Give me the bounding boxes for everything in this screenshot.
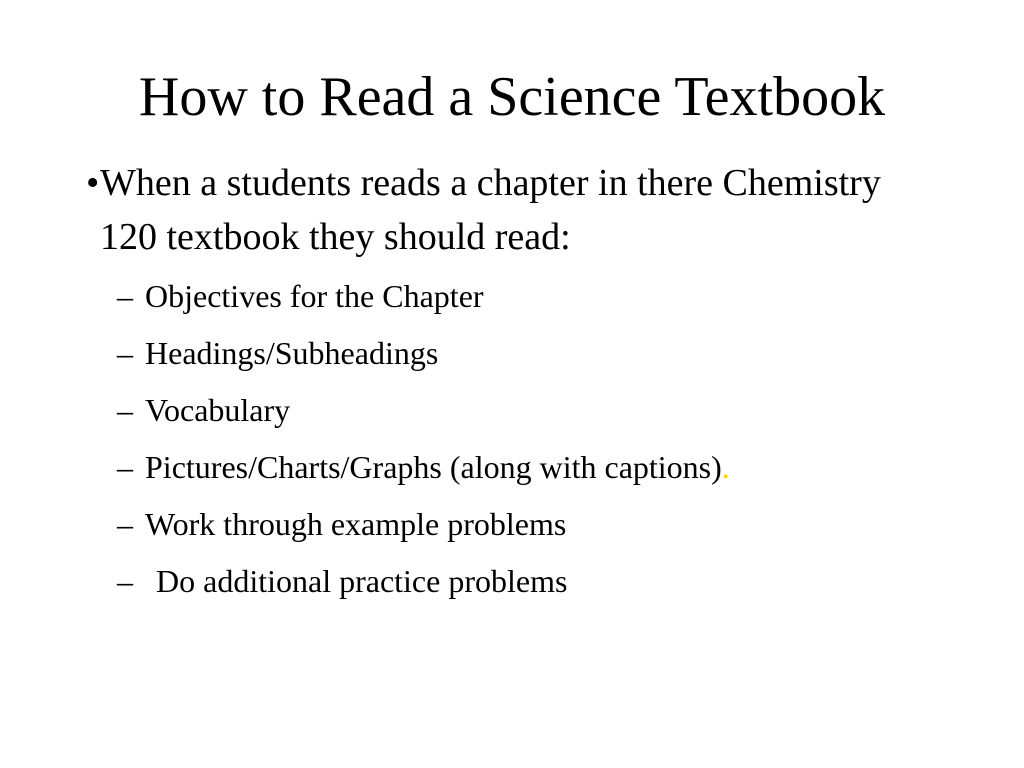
slide-title: How to Read a Science Textbook xyxy=(138,66,886,128)
main-bullet-text: When a students reads a chapter in there Chemistry 120 textbook they should read: xyxy=(100,162,881,258)
sub-bullet-text-with-period xyxy=(145,442,730,492)
dash-marker: – xyxy=(117,563,133,599)
sub-bullet-text: Pictures/Charts/Graphs (along with captions) xyxy=(145,449,722,485)
bullet-marker: • xyxy=(86,162,100,204)
sub-bullet-item xyxy=(117,556,977,613)
sub-bullet-item xyxy=(117,442,977,499)
dash-marker: – xyxy=(117,449,133,485)
sub-bullet-item xyxy=(117,328,977,385)
sub-bullet-list xyxy=(117,271,977,613)
dash-marker: – xyxy=(117,278,133,314)
sub-bullet-text: Objectives for the Chapter xyxy=(145,278,484,314)
sub-bullet-text: Vocabulary xyxy=(145,392,291,428)
sub-bullet-text: Do additional practice problems xyxy=(156,563,568,599)
sub-bullet-text: Work through example problems xyxy=(145,506,567,542)
sub-bullet-item xyxy=(117,499,977,556)
yellow-period: . xyxy=(721,449,730,485)
dash-marker: – xyxy=(117,335,133,371)
sub-bullet-text: Headings/Subheadings xyxy=(145,335,439,371)
dash-marker: – xyxy=(117,506,133,542)
sub-bullet-item xyxy=(117,271,977,328)
sub-bullet-item xyxy=(117,385,977,442)
dash-marker: – xyxy=(117,392,133,428)
